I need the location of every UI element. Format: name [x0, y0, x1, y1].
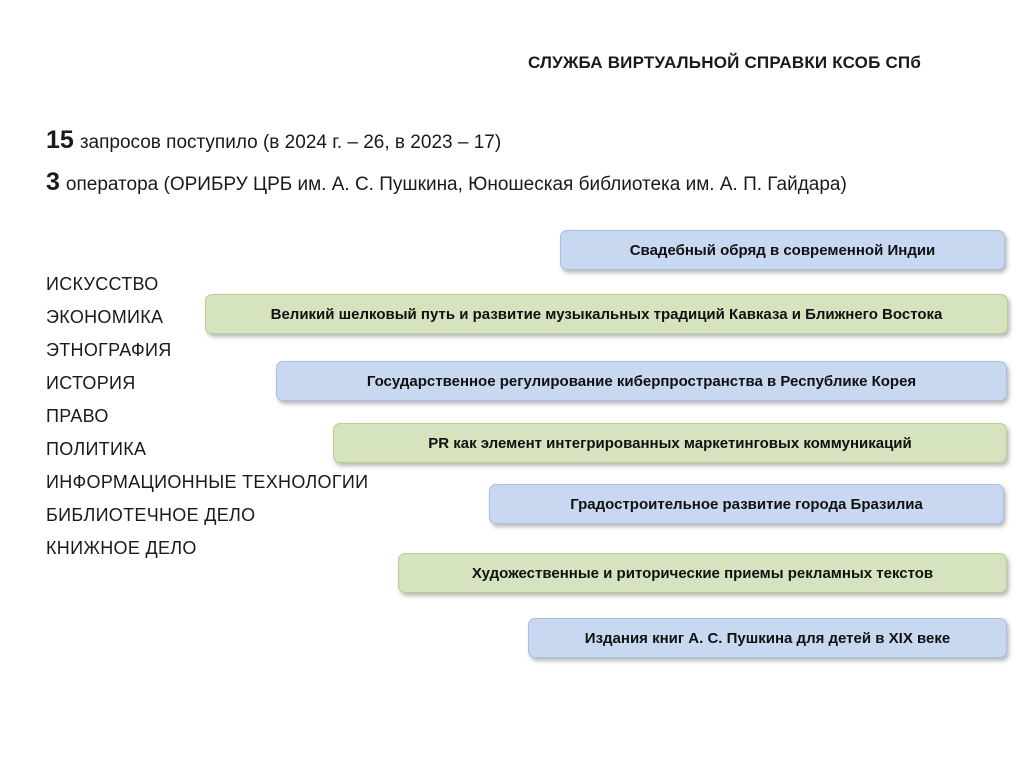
query-box: Издания книг А. С. Пушкина для детей в XIX веке	[528, 618, 1007, 658]
query-box: Градостроительное развитие города Бразилиа	[489, 484, 1004, 524]
slide-title: СЛУЖБА ВИРТУАЛЬНОЙ СПРАВКИ КСОБ СПб	[528, 53, 922, 72]
stat-operators-text: оператора (ОРИБРУ ЦРБ им. А. С. Пушкина, Юношеская библиотека им. А. П. Гайдара)	[65, 174, 847, 195]
stat-requests-text: запросов поступило (в 2024 г. – 26, в 2023 – 17)	[79, 132, 502, 153]
topic-item: БИБЛИОТЕЧНОЕ ДЕЛО	[46, 505, 256, 525]
topic-item: КНИЖНОЕ ДЕЛО	[46, 538, 197, 558]
topic-item: ПОЛИТИКА	[46, 439, 147, 459]
stat-requests-number: 15	[46, 126, 74, 154]
topic-item: ИСТОРИЯ	[46, 373, 136, 393]
topic-item: ИСКУССТВО	[46, 274, 159, 294]
topic-item: ЭКОНОМИКА	[46, 307, 164, 327]
query-box: Свадебный обряд в современной Индии	[560, 230, 1005, 270]
query-box: PR как элемент интегрированных маркетинговых коммуникаций	[333, 423, 1007, 463]
stat-operators	[46, 168, 847, 197]
topic-item: ЭТНОГРАФИЯ	[46, 340, 172, 360]
topic-item: ИНФОРМАЦИОННЫЕ ТЕХНОЛОГИИ	[46, 472, 369, 492]
stat-requests	[46, 126, 501, 155]
stat-operators-number: 3	[46, 168, 60, 196]
query-box: Великий шелковый путь и развитие музыкальных традиций Кавказа и Ближнего Востока	[205, 294, 1008, 334]
query-box: Художественные и риторические приемы рекламных текстов	[398, 553, 1007, 593]
query-box: Государственное регулирование киберпространства в Республике Корея	[276, 361, 1007, 401]
topic-item: ПРАВО	[46, 406, 109, 426]
